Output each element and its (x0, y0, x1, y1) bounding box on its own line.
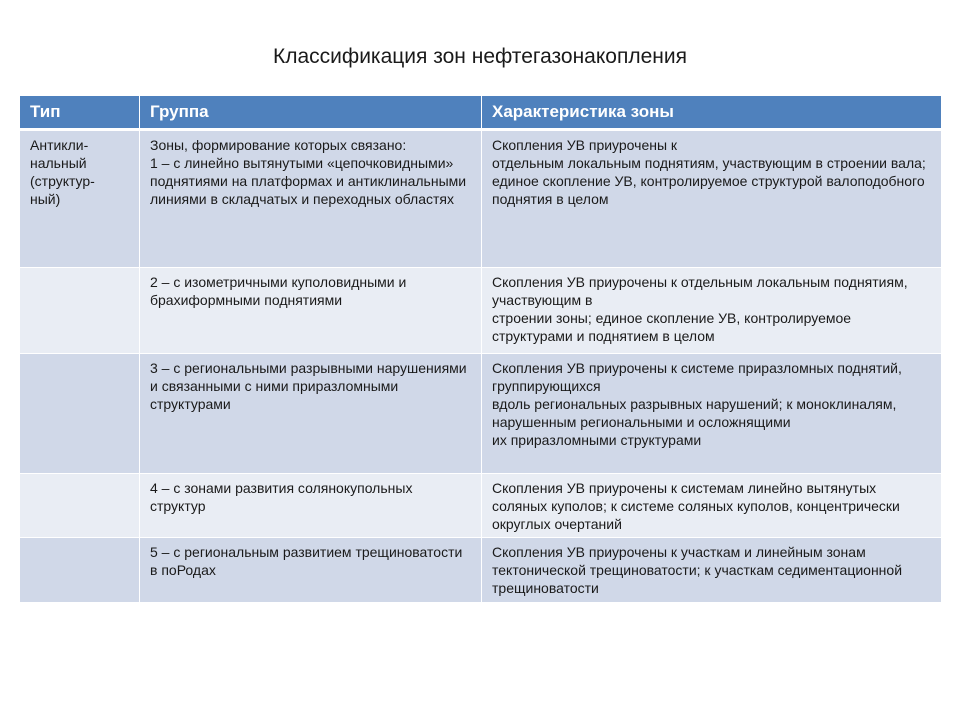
cell-group: 2 – с изометричными куполовидными и брахиформными поднятиями (140, 268, 482, 354)
cell-type (20, 354, 140, 474)
cell-characteristic: Скопления УВ приурочены к системам линейно вытянутых соляных куполов; к системе соляных куполов, концентрически округлых очертаний (482, 474, 942, 538)
table-row (20, 268, 942, 354)
table-row (20, 474, 942, 538)
cell-type: Антикли- нальный (структур- ный) (20, 130, 140, 268)
header-characteristic: Характеристика зоны (482, 96, 942, 130)
table-row (20, 354, 942, 474)
classification-table-container (19, 95, 941, 603)
header-row (20, 96, 942, 130)
header-type: Тип (20, 96, 140, 130)
table-row (20, 538, 942, 603)
cell-characteristic: Скопления УВ приурочены к отдельным локальным поднятиям, участвующим в строении зоны; единое скопление УВ, контролируемое структурами и поднятием в целом (482, 268, 942, 354)
classification-table (19, 95, 942, 603)
cell-characteristic: Скопления УВ приурочены к системе приразломных поднятий, группирующихся вдоль региональных разрывных нарушений; к моноклиналям, нарушенным региональными и осложнящими их приразломными структурами (482, 354, 942, 474)
cell-group: 3 – с региональными разрывными нарушениями и связанными с ними приразломными структурами (140, 354, 482, 474)
cell-characteristic: Скопления УВ приурочены к отдельным локальным поднятиям, участвующим в строении вала; единое скопление УВ, контролируемое структурой валоподобного поднятия в целом (482, 130, 942, 268)
table-row (20, 130, 942, 268)
header-group: Группа (140, 96, 482, 130)
cell-type (20, 268, 140, 354)
cell-group: Зоны, формирование которых связано: 1 – с линейно вытянутыми «цепочковидными» поднятиями на платформах и антиклинальными линиями в складчатых и переходных областях (140, 130, 482, 268)
slide-title: Классификация зон нефтегазонакопления (273, 45, 687, 68)
cell-type (20, 538, 140, 603)
table-body (20, 130, 942, 603)
cell-type (20, 474, 140, 538)
table-header (20, 96, 942, 130)
cell-characteristic: Скопления УВ приурочены к участкам и линейным зонам тектонической трещиноватости; к участкам седиментационной трещиноватости (482, 538, 942, 603)
cell-group: 5 – с региональным развитием трещиноватости в поРодах (140, 538, 482, 603)
cell-group: 4 – с зонами развития солянокупольных структур (140, 474, 482, 538)
